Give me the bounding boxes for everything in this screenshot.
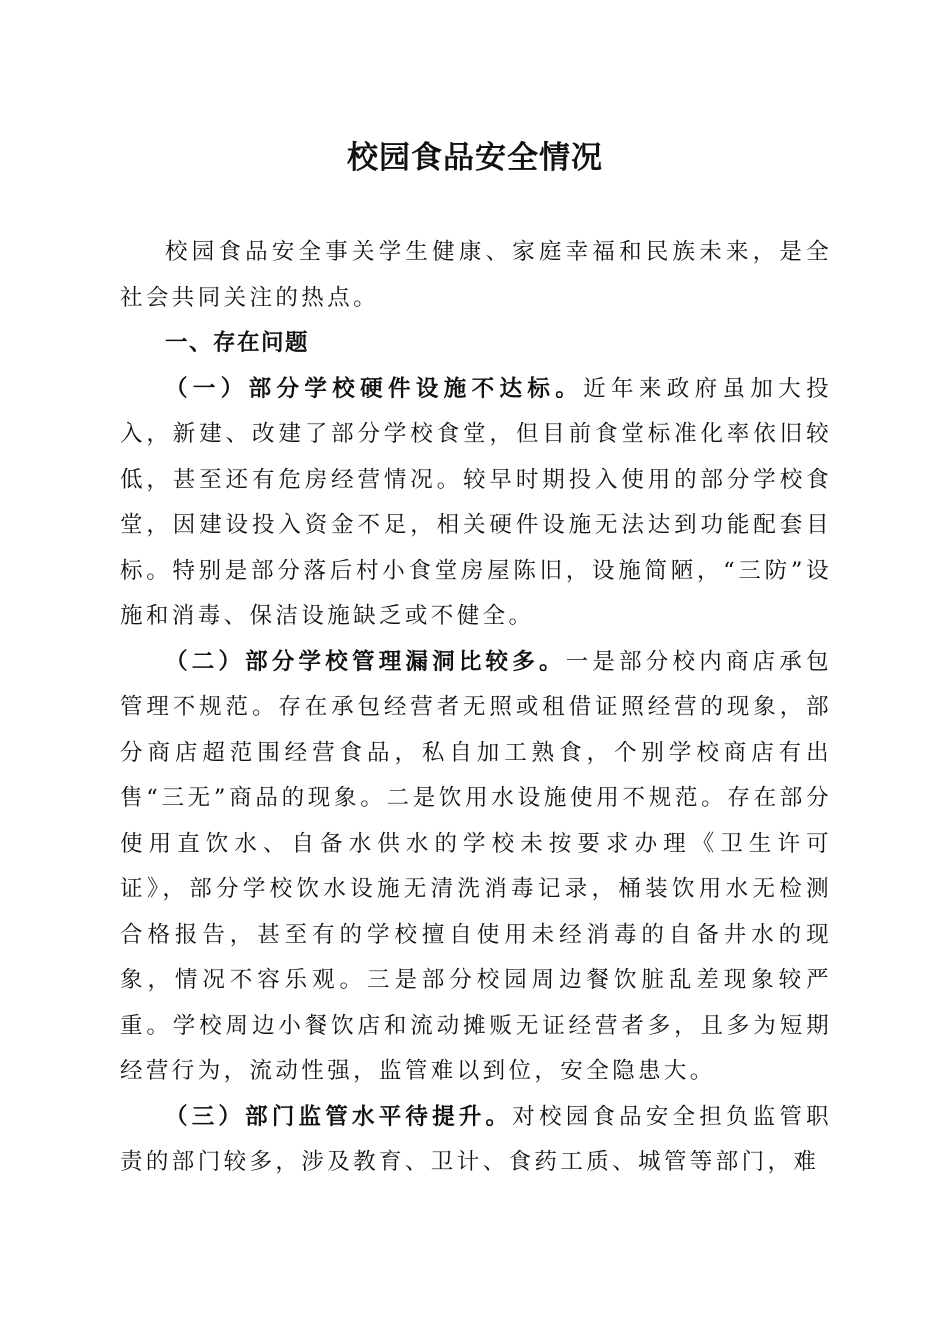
paragraph-hardware-lead: （一）部分学校硬件设施不达标。: [165, 375, 584, 402]
document-body: [120, 230, 832, 1186]
section-heading-problems: 一、存在问题: [165, 330, 310, 356]
paragraph-supervision-lead: （三）部门监管水平待提升。: [165, 1103, 513, 1130]
paragraph-hardware: [120, 367, 832, 640]
paragraph-management-lead: （二）部分学校管理漏洞比较多。: [165, 648, 566, 675]
intro-paragraph: 校园食品安全事关学生健康、家庭幸福和民族未来，是全社会共同关注的热点。: [120, 239, 832, 311]
paragraph-supervision-text: 对校园食品安全担负监管职责的部门较多，涉及教育、卫计、食药工质、城管等部门，难: [120, 1103, 832, 1175]
paragraph-supervision: [120, 1095, 832, 1186]
paragraph-hardware-text: 近年来政府虽加大投入，新建、改建了部分学校食堂，但目前食堂标准化率依旧较低，甚至还有危房经营情况。较早时期投入使用的部分学校食堂，因建设投入资金不足，相关硬件设施无法达到功能配套目标。特别是部分落后村小食堂房屋陈旧，设施简陋，“三防”设施和消毒、保洁设施缺乏或不健全。: [120, 375, 832, 629]
document-title: 校园食品安全情况: [347, 140, 603, 176]
paragraph-management: [120, 640, 832, 1095]
paragraph-management-text: 一是部分校内商店承包管理不规范。存在承包经营者无照或租借证照经营的现象，部分商店超范围经营食品，私自加工熟食，个别学校商店有出售“三无”商品的现象。二是饮用水设施使用不规范。存在部分使用直饮水、自备水供水的学校未按要求办理《卫生许可证》，部分学校饮水设施无清洗消毒记录，桶装饮用水无检测合格报告，甚至有的学校擅自使用未经消毒的自备井水的现象，情况不容乐观。三是部分校园周边餐饮脏乱差现象较严重。学校周边小餐饮店和流动摊贩无证经营者多，且多为短期经营行为，流动性强，监管难以到位，安全隐患大。: [120, 648, 832, 1084]
